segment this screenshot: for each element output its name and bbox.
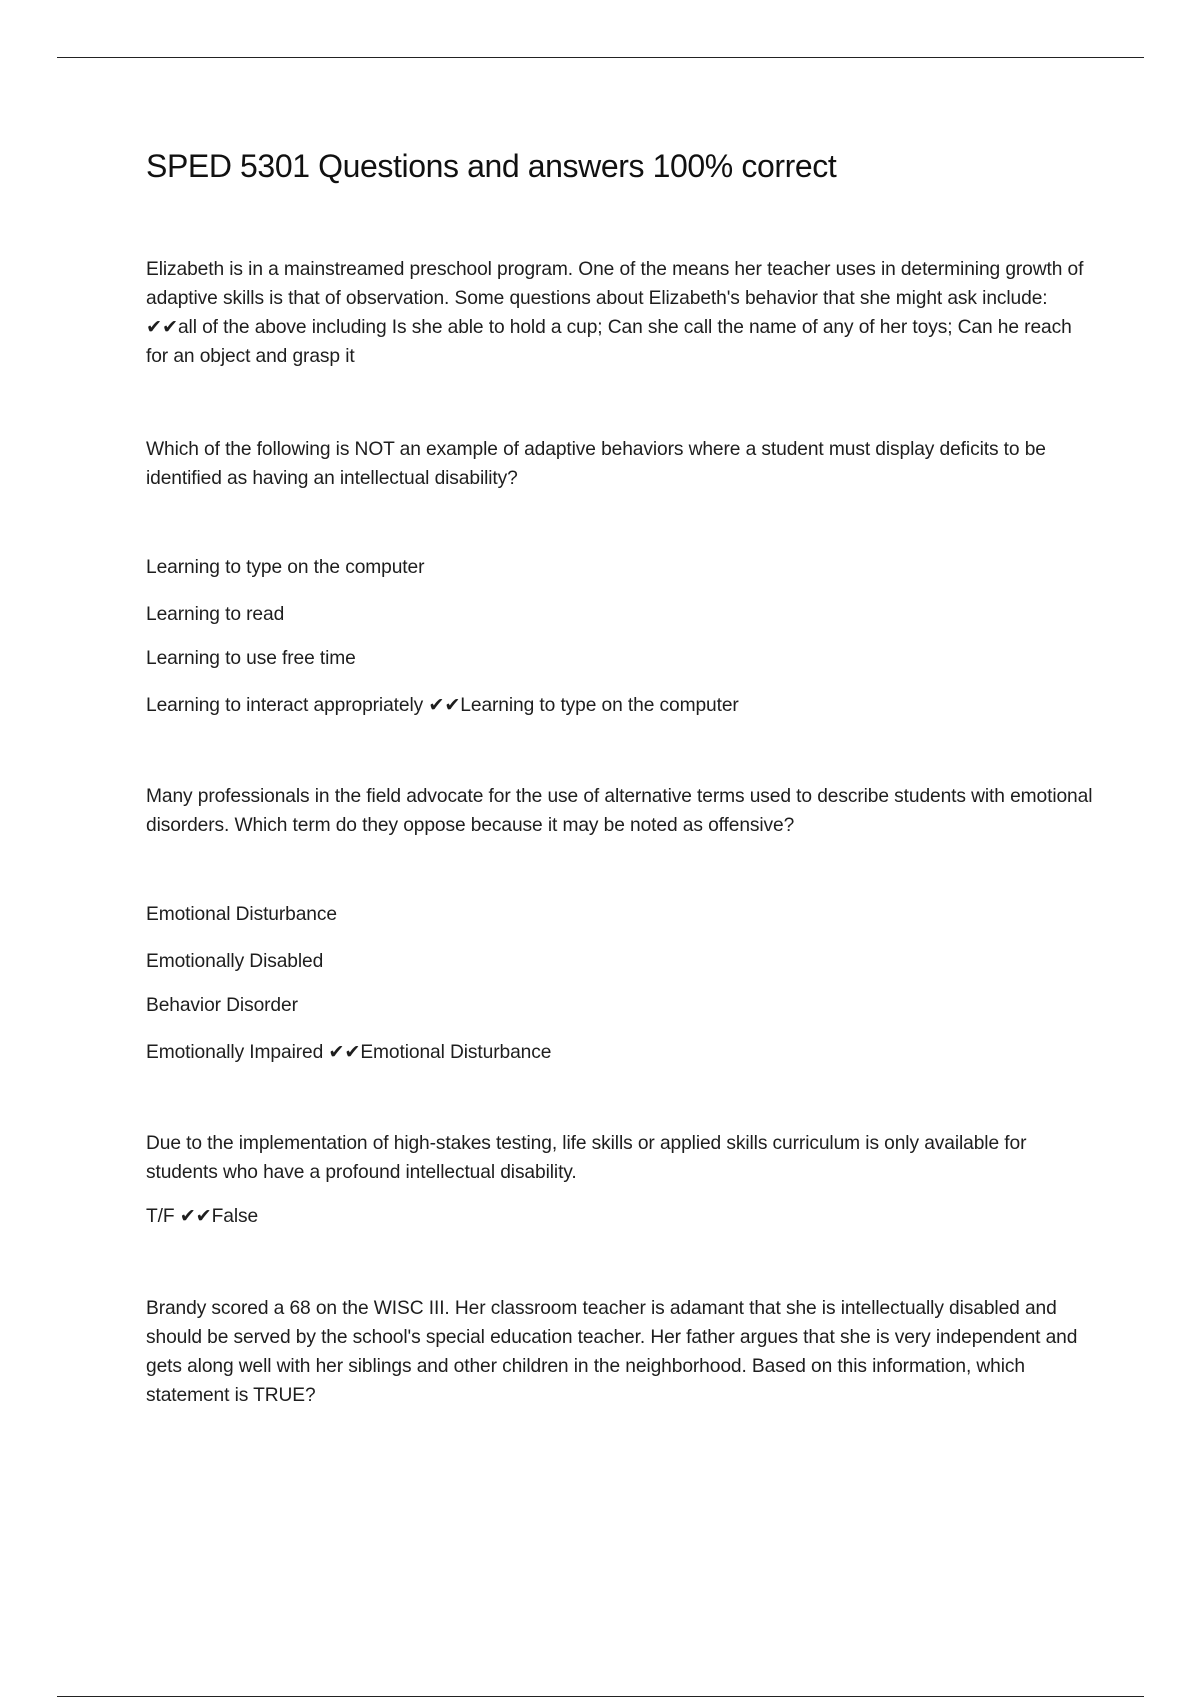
document-title: SPED 5301 Questions and answers 100% correct	[146, 148, 837, 184]
top-rule	[57, 57, 1144, 58]
question-1-text: Elizabeth is in a mainstreamed preschool program. One of the means her teacher uses in determining growth of adaptive skills is that of observation. Some questions about Elizabeth's behavior that she might ask include: ✔✔all of the above including Is she able to hold a cup; Can she call the name of any of her toys; Can he reach for an object and grasp it	[146, 259, 1084, 367]
question-2-option-3: Learning to use free time	[146, 648, 356, 669]
question-4-text: Due to the implementation of high-stakes testing, life skills or applied skills curriculum is only available for students who have a profound intellectual disability.	[146, 1133, 1027, 1183]
bottom-rule	[57, 1696, 1144, 1697]
question-5-text: Brandy scored a 68 on the WISC III. Her classroom teacher is adamant that she is intellectually disabled and should be served by the school's special education teacher. Her father argues that she is very independent and gets along well with her siblings and other children in the neighborhood. Based on this information, which statement is TRUE?	[146, 1298, 1078, 1406]
question-2-option-2: Learning to read	[146, 604, 285, 625]
question-2-option-4-answer: Learning to interact appropriately ✔✔Learning to type on the computer	[146, 695, 739, 716]
question-3-text: Many professionals in the field advocate for the use of alternative terms used to describe students with emotional disorders. Which term do they oppose because it may be noted as offensive?	[146, 786, 1093, 836]
question-3-option-2: Emotionally Disabled	[146, 951, 324, 972]
question-3-option-1: Emotional Disturbance	[146, 904, 337, 925]
question-3-option-3: Behavior Disorder	[146, 995, 298, 1016]
question-4-answer: T/F ✔✔False	[146, 1206, 259, 1227]
question-2-option-1: Learning to type on the computer	[146, 557, 425, 578]
question-2-text: Which of the following is NOT an example of adaptive behaviors where a student must display deficits to be identified as having an intellectual disability?	[146, 439, 1046, 489]
question-3-option-4-answer: Emotionally Impaired ✔✔Emotional Disturbance	[146, 1042, 552, 1063]
